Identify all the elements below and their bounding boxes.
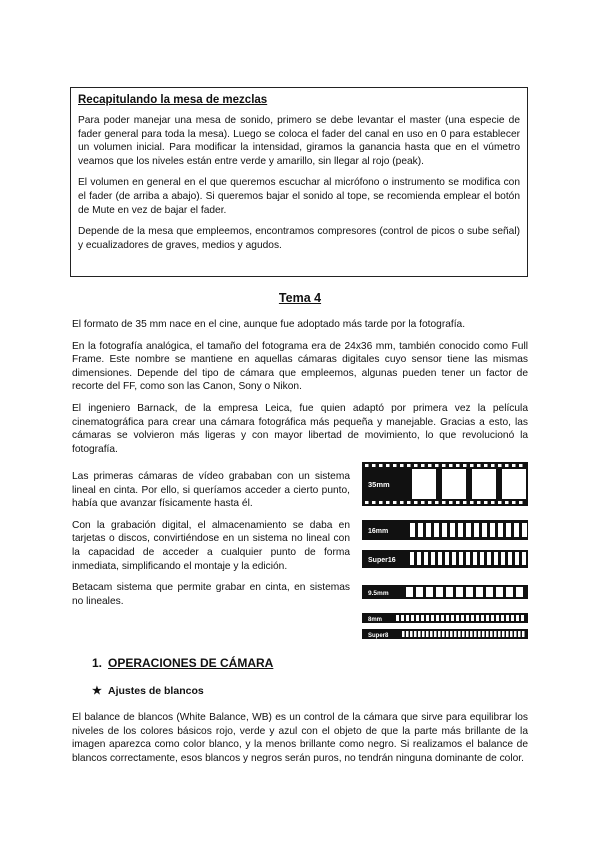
section-title: OPERACIONES DE CÁMARA	[108, 656, 274, 670]
section-number: 1.	[92, 656, 103, 670]
film-strip-8mm	[362, 613, 528, 623]
star-bullet-icon: ★	[92, 685, 102, 697]
paragraph: Betacam sistema que permite grabar en cinta, en sistemas no lineales.	[72, 582, 350, 607]
film-label-super16: Super16	[368, 557, 396, 564]
film-label-35mm: 35mm	[368, 480, 390, 489]
summary-box-title: Recapitulando la mesa de mezclas	[78, 94, 268, 106]
film-label-8mm: 8mm	[368, 617, 383, 623]
paragraph: Las primeras cámaras de vídeo grababan con un sistema lineal en cinta. Por ello, si queríamos acceder a cierto punto, había que avanzar físicamente hasta él.	[72, 471, 350, 510]
subsection-heading	[92, 684, 204, 697]
film-strip-35mm	[362, 462, 528, 506]
section-heading	[92, 656, 273, 670]
paragraph: El ingeniero Barnack, de la empresa Leica, fue quien adaptó por primera vez la película cinematográfica para crear una cámara fotográfica más pequeña y manejable. Gracias a esto, las cámaras se volvieron más ligeras y con mayor libertad de movimiento, lo que revolucionó la fotografía.	[72, 402, 528, 455]
body-text-bottom	[72, 711, 528, 773]
summary-paragraph: Depende de la mesa que empleemos, encontramos compresores (control de picos o sube señal) y ecualizadores de graves, medios y agudos.	[78, 226, 520, 251]
film-formats-illustration	[362, 462, 528, 642]
summary-paragraph: El volumen en general en el que queremos escuchar al micrófono o instrumento se modifica con el fader (de arriba a abajo). Si queremos bajar el sonido al tope, se recomienda emplear el botón de Mute en vez de bajar el fader.	[78, 177, 520, 216]
paragraph: El balance de blancos (White Balance, WB) es un control de la cámara que sirve para equilibrar los niveles de los colores básicos rojo, verde y azul con el objeto de que la parte más brillante de la imagen aparezca como color blanco, y la menos brillante como negro. Si realizamos el balance de blancos correctamente, esos blancos y negros serán puros, no tendrán ninguna dominante de color.	[72, 712, 528, 764]
chapter-title: Tema 4	[278, 291, 322, 305]
paragraph: En la fotografía analógica, el tamaño del fotograma era de 24x36 mm, también conocido como Full Frame. Este nombre se mantiene en aquellas cámaras digitales cuyo sensor tiene las mismas dimensiones. Depende del tipo de cámara que empleemos, algunas pueden tener un factor de recorte del FF, como son las Canon, Sony o Nikon.	[72, 340, 528, 393]
film-label-super8: Super8	[368, 633, 389, 639]
film-strip-super16	[362, 550, 528, 568]
subsection-title: Ajustes de blancos	[108, 685, 204, 697]
summary-paragraph: Para poder manejar una mesa de sonido, primero se debe levantar el master (una especie de fader general para toda la mesa). Luego se coloca el fader del canal en uso en 0 para establecer un volumen inicial. Para modificar la intensidad, giramos la ganancia hasta que en el vúmetro veamos que los niveles están entre verde y amarillo, sin llegar al rojo (peak).	[78, 115, 520, 167]
body-text-top	[72, 318, 528, 464]
paragraph: El formato de 35 mm nace en el cine, aunque fue adoptado más tarde por la fotografía.	[72, 319, 466, 330]
film-strip-9-5mm	[362, 585, 528, 599]
paragraph: Con la grabación digital, el almacenamiento se daba en tarjetas o discos, convirtiéndose en un sistema no lineal con la capacidad de acceder a cualquier punto de forma inmediata, simplificando el montaje y la edición.	[72, 519, 350, 572]
film-label-16mm: 16mm	[368, 528, 389, 535]
summary-box	[70, 87, 528, 277]
film-label-9-5mm: 9.5mm	[368, 590, 389, 597]
film-strip-16mm	[362, 520, 528, 540]
film-strip-super8	[362, 629, 528, 639]
